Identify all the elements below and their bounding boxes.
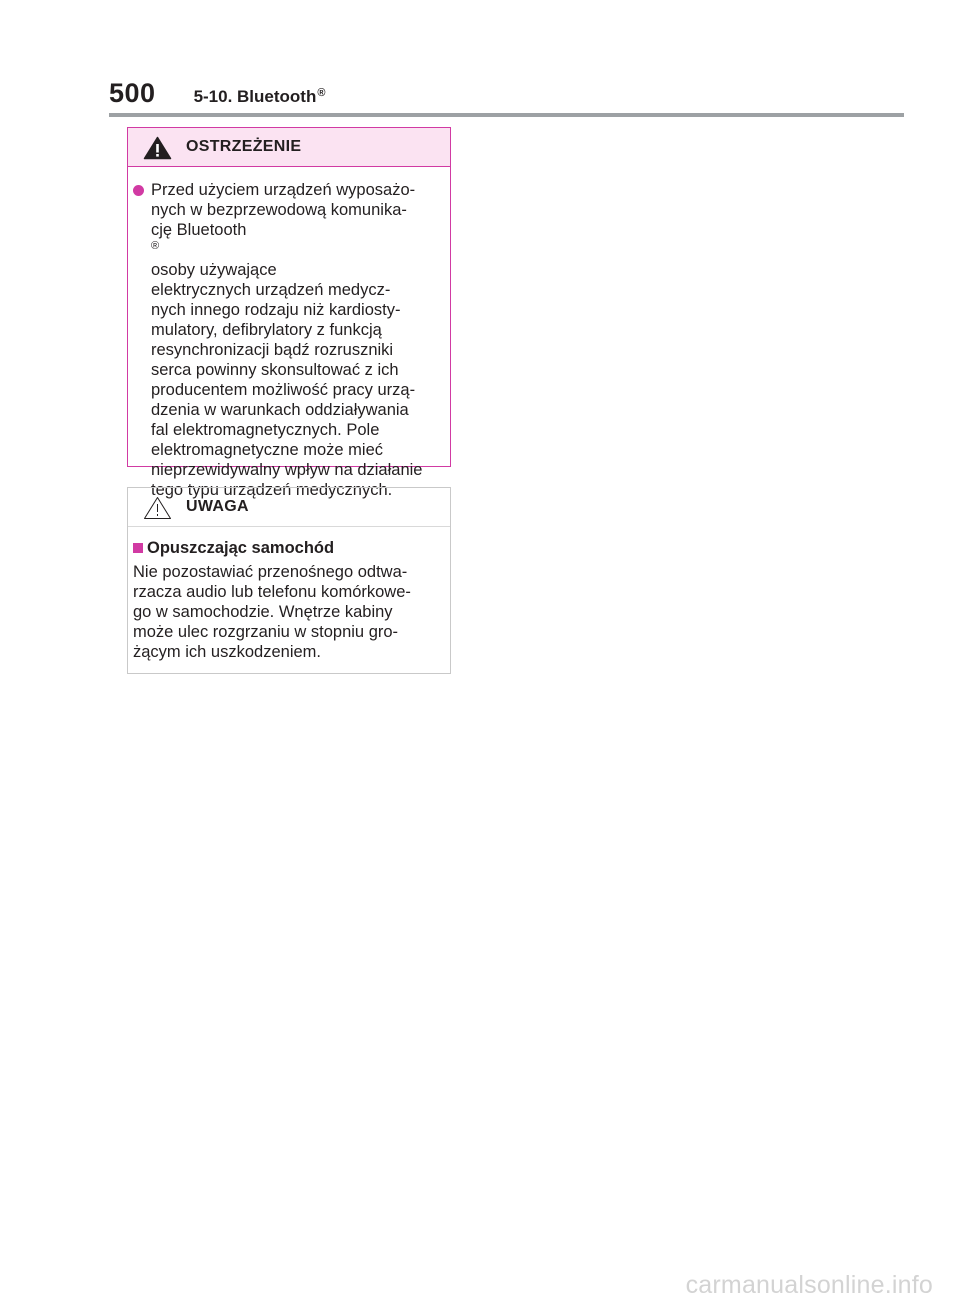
caution-box bbox=[127, 487, 451, 674]
section-title-text: 5-10. Bluetooth bbox=[193, 87, 317, 106]
caution-line: Nie pozostawiać przenośnego odtwa- bbox=[133, 563, 408, 581]
caution-text bbox=[133, 562, 442, 662]
caution-triangle-icon bbox=[143, 496, 172, 520]
warning-body bbox=[128, 167, 450, 500]
warning-triangle-icon bbox=[143, 136, 172, 160]
warning-box bbox=[127, 127, 451, 499]
registered-mark: ® bbox=[317, 87, 326, 99]
warning-line: nych w bezprzewodową komunika- bbox=[151, 201, 407, 219]
warning-line-part: cję Bluetooth bbox=[151, 221, 247, 239]
header-divider bbox=[109, 113, 904, 117]
caution-line: rzacza audio lub telefonu komórkowe- bbox=[133, 583, 411, 601]
warning-header bbox=[128, 128, 450, 167]
warning-line: mulatory, defibrylatory z funkcją bbox=[151, 321, 382, 339]
caution-body bbox=[128, 527, 450, 662]
warning-line-part: osoby używające bbox=[151, 261, 277, 279]
warning-line: resynchronizacji bądź rozruszniki bbox=[151, 341, 394, 359]
page-header bbox=[109, 78, 325, 108]
warning-text bbox=[151, 180, 422, 500]
warning-line: elektrycznych urządzeń medycz- bbox=[151, 281, 391, 299]
caution-line: może ulec rozgrzaniu w stopniu gro- bbox=[133, 623, 399, 641]
circle-bullet-icon bbox=[133, 185, 144, 196]
warning-line: serca powinny skonsultować z ich bbox=[151, 361, 399, 379]
square-bullet-icon bbox=[133, 543, 143, 553]
warning-line: nych innego rodzaju niż kardiosty- bbox=[151, 301, 401, 319]
warning-line: elektromagnetyczne może mieć bbox=[151, 441, 384, 459]
caution-title: UWAGA bbox=[186, 498, 249, 515]
caution-heading bbox=[133, 538, 442, 558]
caution-line: żącym ich uszkodzeniem. bbox=[133, 643, 321, 661]
warning-line: nieprzewidywalny wpływ na działanie bbox=[151, 461, 423, 479]
warning-title: OSTRZEŻENIE bbox=[186, 138, 302, 155]
warning-line: producentem możliwość pracy urzą- bbox=[151, 381, 416, 399]
warning-line: dzenia w warunkach oddziaływania bbox=[151, 401, 409, 419]
caution-heading-text: Opuszczając samochód bbox=[147, 539, 335, 557]
warning-line: fal elektromagnetycznych. Pole bbox=[151, 421, 380, 439]
warning-line: tego typu urządzeń medycznych. bbox=[151, 481, 393, 499]
warning-line bbox=[151, 220, 422, 280]
registered-mark: ® bbox=[151, 240, 160, 252]
warning-line: Przed użyciem urządzeń wyposażo- bbox=[151, 181, 416, 199]
section-title bbox=[194, 87, 326, 107]
caution-line: go w samochodzie. Wnętrze kabiny bbox=[133, 603, 393, 621]
watermark: carmanualsonline.info bbox=[685, 1271, 933, 1299]
caution-header bbox=[128, 488, 450, 527]
page-number: 500 bbox=[109, 78, 156, 108]
